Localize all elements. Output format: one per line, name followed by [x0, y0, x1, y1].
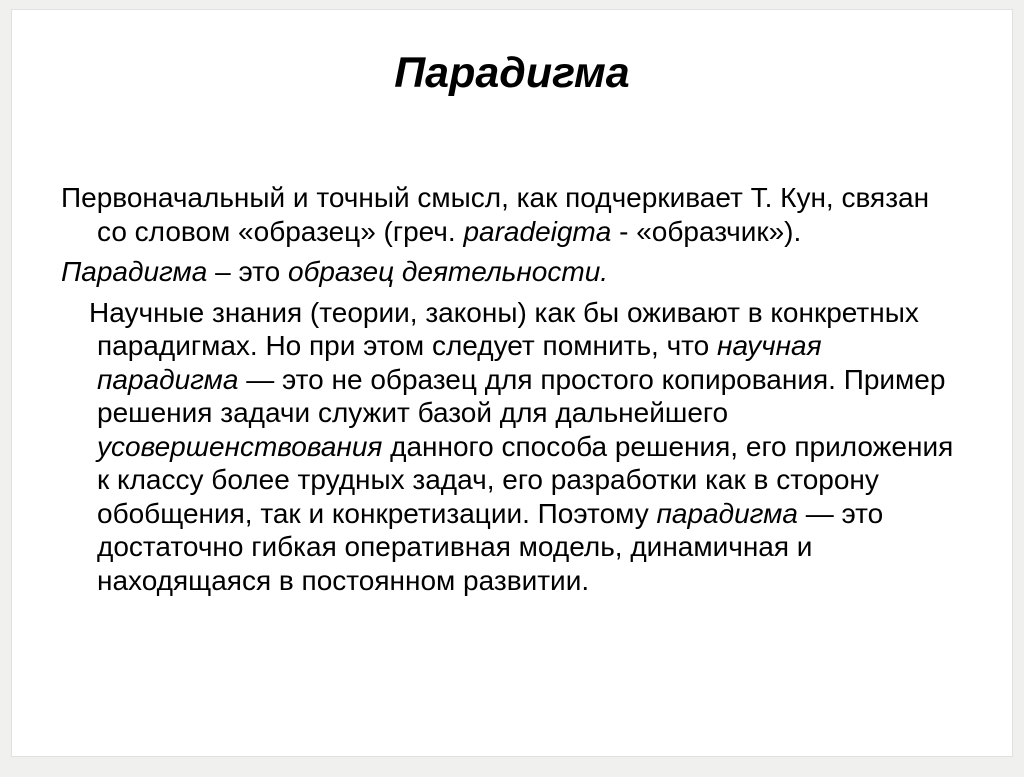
p3-text-a: Научные знания (теории, законы) как бы оживают в конкретных парадигмах. Но при этом следует помнить, что: [89, 296, 919, 361]
p1-greek-word: paradeigma: [463, 215, 612, 247]
p2-term: Парадигма: [61, 256, 208, 287]
p2-text-b: – это: [207, 256, 288, 287]
slide: [12, 10, 1012, 756]
p3-improvement: усовершенствования: [97, 430, 383, 462]
slide-body: [61, 181, 961, 597]
p3-scientific-paradigm: научная парадигма: [97, 330, 822, 395]
p2-definition: образец деятельности.: [288, 256, 609, 287]
p3-text-e: данного способа решения, его приложения к классу более трудных задач, его разработки как в сторону обобщения, так и конкретизации. Поэтому: [97, 430, 954, 529]
p3-text-c: — это не образец для простого копирования. Пример решения задачи служит базой для дальнейшего: [97, 363, 946, 428]
paragraph-definition: [61, 255, 961, 289]
p3-paradigm: парадигма: [656, 497, 798, 529]
paragraph-scientific-knowledge: [61, 296, 961, 598]
p3-text-g: — это достаточно гибкая оперативная модель, динамичная и находящаяся в постоянном развитии.: [97, 497, 884, 596]
p1-text-c: - «образчик»).: [611, 215, 802, 247]
paragraph-original-meaning: [61, 181, 961, 248]
slide-title: Парадигма: [394, 49, 630, 97]
p1-text-a: Первоначальный и точный смысл, как подчеркивает Т. Кун, связан со словом «образец» (греч.: [61, 182, 930, 247]
